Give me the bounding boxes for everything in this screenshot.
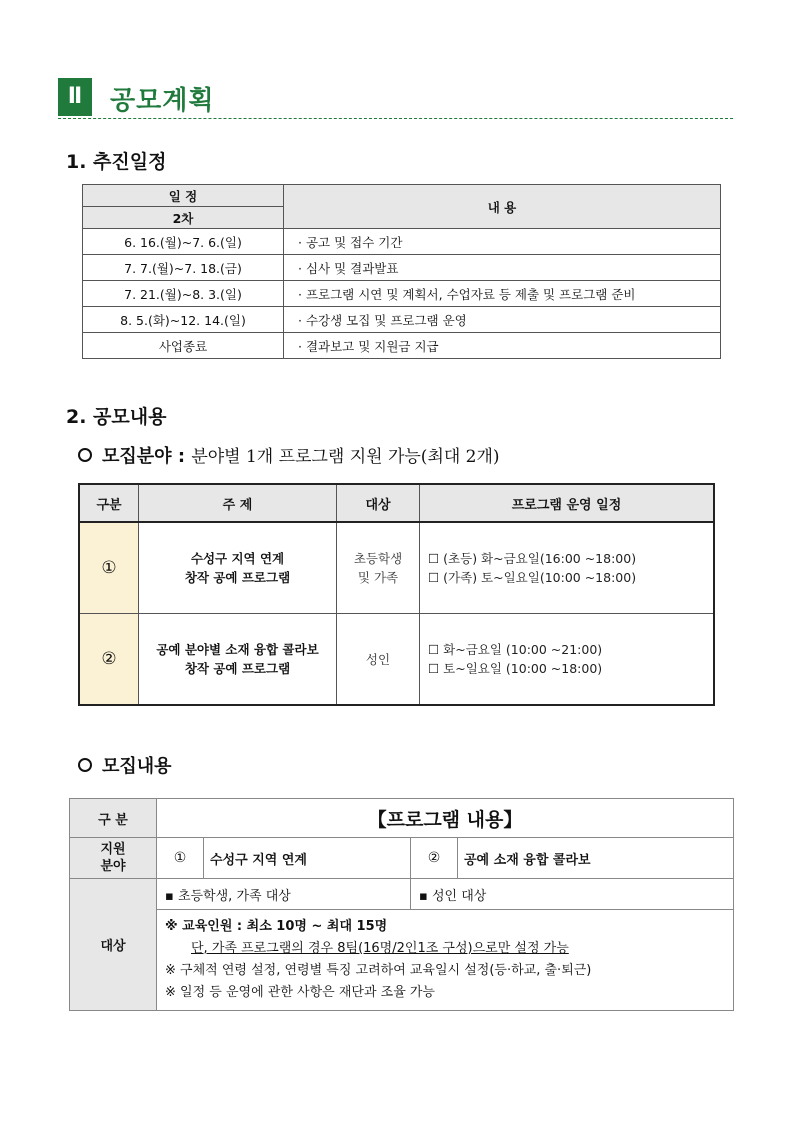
schedule-desc: · 공고 및 접수 기간 bbox=[284, 229, 721, 255]
program-title: 【프로그램 내용】 bbox=[157, 799, 734, 838]
label-field-line: 분야 bbox=[100, 859, 126, 874]
row-number: ① bbox=[79, 522, 139, 614]
table-row bbox=[83, 333, 721, 359]
schedule-line: ☐ 화~금요일 (10:00 ~21:00) bbox=[428, 642, 603, 657]
recruit-field-text: 분야별 1개 프로그램 지원 가능(최대 2개) bbox=[191, 447, 500, 467]
topic-line: 창작 공예 프로그램 bbox=[184, 661, 291, 676]
recruit-field-label: 모집분야 : bbox=[102, 446, 186, 467]
table-row bbox=[83, 307, 721, 333]
section-badge: Ⅱ bbox=[58, 78, 92, 116]
target-line: 성인 bbox=[365, 651, 391, 667]
table-row bbox=[83, 281, 721, 307]
topic-line: 창작 공예 프로그램 bbox=[184, 570, 291, 585]
label-field-line: 지원 bbox=[100, 842, 126, 857]
row-schedule bbox=[420, 614, 715, 706]
field2-name: 공예 소재 융합 콜라보 bbox=[458, 838, 734, 879]
row-topic bbox=[139, 614, 337, 706]
recruit-heading: 모집내용 bbox=[102, 756, 172, 777]
schedule-col-header: 일 정 bbox=[83, 185, 284, 207]
schedule-date: 사업종료 bbox=[83, 333, 284, 359]
target-1: ▪ 초등학생, 가족 대상 bbox=[157, 879, 411, 910]
target-2: ▪ 성인 대상 bbox=[411, 879, 734, 910]
schedule-desc: · 결과보고 및 지원금 지급 bbox=[284, 333, 721, 359]
row-number: ② bbox=[79, 614, 139, 706]
schedule-desc: · 수강생 모집 및 프로그램 운영 bbox=[284, 307, 721, 333]
table-row bbox=[79, 522, 714, 614]
table-row bbox=[83, 255, 721, 281]
schedule-desc: · 프로그램 시연 및 계획서, 수업자료 등 제출 및 프로그램 준비 bbox=[284, 281, 721, 307]
row-target bbox=[337, 522, 420, 614]
schedule-line: ☐ 토~일요일 (10:00 ~18:00) bbox=[428, 661, 603, 676]
col-gubun: 구분 bbox=[79, 484, 139, 522]
row-target bbox=[337, 614, 420, 706]
label-target: 대상 bbox=[70, 879, 157, 1011]
field1-name: 수성구 지역 연계 bbox=[204, 838, 411, 879]
note-family: 단, 가족 프로그램의 경우 8팀(16명/2인1조 구성)으로만 설정 가능 bbox=[191, 941, 569, 956]
recruit-table bbox=[69, 798, 734, 1011]
field2-number: ② bbox=[411, 838, 458, 879]
schedule-line: ☐ (가족) 토~일요일(10:00 ~18:00) bbox=[428, 570, 637, 585]
note-age: ※ 구체적 연령 설정, 연령별 특징 고려하여 교육일시 설정(등·하교, 출·퇴근) bbox=[165, 963, 592, 978]
section-title: 공모계획 bbox=[110, 86, 215, 116]
contents-heading: 2. 공모내용 bbox=[66, 406, 167, 428]
row-schedule bbox=[420, 522, 715, 614]
round-col-header: 2차 bbox=[83, 207, 284, 229]
table-row bbox=[83, 229, 721, 255]
recruit-heading-line bbox=[78, 752, 172, 778]
schedule-date: 8. 5.(화)~12. 14.(일) bbox=[83, 307, 284, 333]
col-topic: 주 제 bbox=[139, 484, 337, 522]
target-line: 및 가족 bbox=[357, 570, 399, 585]
schedule-date: 6. 16.(월)~7. 6.(일) bbox=[83, 229, 284, 255]
label-field bbox=[70, 838, 157, 879]
section-divider bbox=[58, 118, 733, 119]
program-table bbox=[78, 483, 715, 706]
target-line: 초등학생 bbox=[353, 551, 403, 566]
table-row bbox=[79, 614, 714, 706]
recruit-notes bbox=[157, 910, 734, 1011]
schedule-table bbox=[82, 184, 721, 359]
field1-number: ① bbox=[157, 838, 204, 879]
schedule-line: ☐ (초등) 화~금요일(16:00 ~18:00) bbox=[428, 551, 637, 566]
col-target: 대상 bbox=[337, 484, 420, 522]
recruit-field-line bbox=[78, 442, 500, 468]
col-schedule: 프로그램 운영 일정 bbox=[420, 484, 715, 522]
schedule-date: 7. 7.(월)~7. 18.(금) bbox=[83, 255, 284, 281]
circle-bullet-icon bbox=[78, 758, 92, 772]
schedule-heading: 1. 추진일정 bbox=[66, 151, 167, 173]
circle-bullet-icon bbox=[78, 448, 92, 462]
note-schedule: ※ 일정 등 운영에 관한 사항은 재단과 조율 가능 bbox=[165, 985, 435, 1000]
label-gubun: 구 분 bbox=[70, 799, 157, 838]
row-topic bbox=[139, 522, 337, 614]
topic-line: 수성구 지역 연계 bbox=[190, 551, 285, 566]
schedule-date: 7. 21.(월)~8. 3.(일) bbox=[83, 281, 284, 307]
content-col-header: 내 용 bbox=[284, 185, 721, 229]
topic-line: 공예 분야별 소재 융합 콜라보 bbox=[156, 642, 319, 657]
schedule-desc: · 심사 및 결과발표 bbox=[284, 255, 721, 281]
note-capacity: ※ 교육인원 : 최소 10명 ~ 최대 15명 bbox=[165, 919, 388, 934]
